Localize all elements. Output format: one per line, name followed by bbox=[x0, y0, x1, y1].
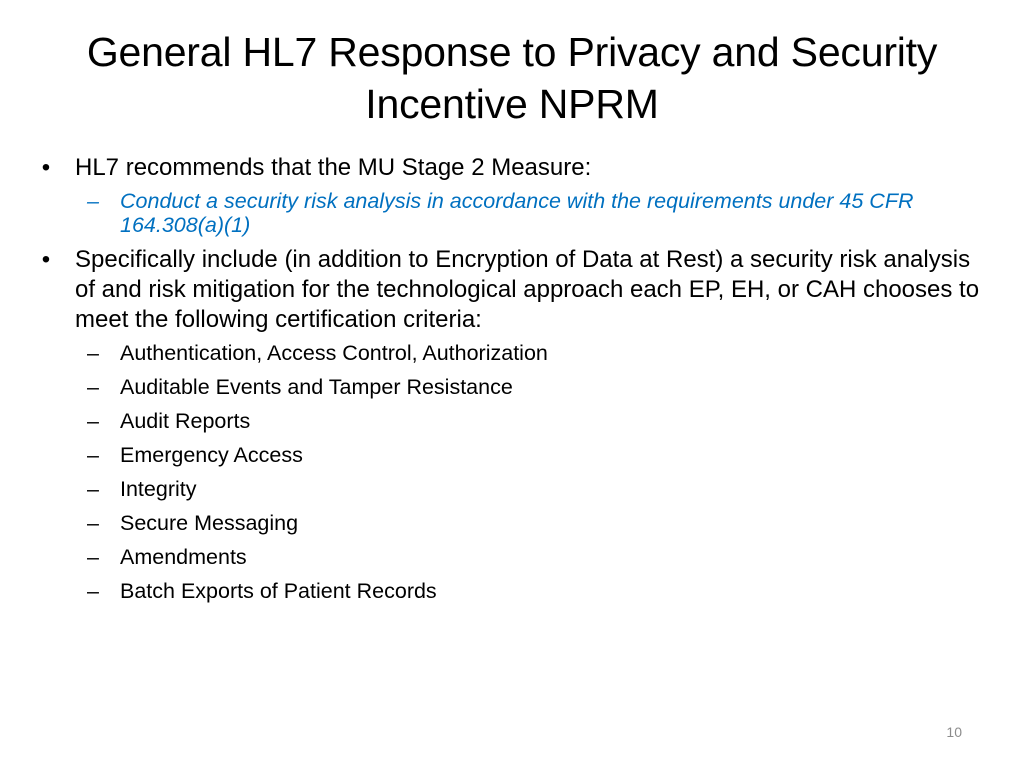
sub-item-text: Batch Exports of Patient Records bbox=[120, 579, 437, 603]
slide-content bbox=[36, 153, 986, 613]
dash-marker: – bbox=[87, 477, 99, 501]
bullet-item-2 bbox=[36, 245, 986, 603]
sub-item-audit-reports bbox=[75, 409, 986, 433]
sub-item-authentication bbox=[75, 341, 986, 365]
dash-marker: – bbox=[87, 443, 99, 467]
dash-marker: – bbox=[87, 511, 99, 535]
sub-list-1 bbox=[75, 189, 986, 237]
sub-item-secure-messaging bbox=[75, 511, 986, 535]
dash-marker: – bbox=[87, 545, 99, 569]
sub-item-batch-exports bbox=[75, 579, 986, 603]
slide-title bbox=[20, 26, 1004, 130]
bullet-marker: • bbox=[41, 154, 51, 181]
sub-item-text: Conduct a security risk analysis in accordance with the requirements under 45 CFR 164.308(a)(1) bbox=[120, 189, 914, 237]
sub-item-text: Integrity bbox=[120, 477, 197, 501]
sub-list-2 bbox=[75, 341, 986, 603]
dash-marker: – bbox=[87, 189, 99, 213]
sub-item-emergency-access bbox=[75, 443, 986, 467]
bullet-text: HL7 recommends that the MU Stage 2 Measure: bbox=[75, 154, 592, 181]
dash-marker: – bbox=[87, 375, 99, 399]
sub-item-text: Emergency Access bbox=[120, 443, 303, 467]
bullet-item-1 bbox=[36, 153, 986, 237]
sub-item-auditable-events bbox=[75, 375, 986, 399]
title-line-1: General HL7 Response to Privacy and Security bbox=[86, 29, 938, 75]
bullet-text: Specifically include (in addition to Encryption of Data at Rest) a security risk analysis of and risk mitigation for the technological approach each EP, EH, or CAH chooses to meet the following certification criteria: bbox=[75, 246, 980, 333]
sub-item-amendments bbox=[75, 545, 986, 569]
title-line-2: Incentive NPRM bbox=[365, 81, 659, 127]
sub-item-text: Amendments bbox=[120, 545, 247, 569]
sub-item-text: Authentication, Access Control, Authorization bbox=[120, 341, 548, 365]
sub-item-text: Auditable Events and Tamper Resistance bbox=[120, 375, 513, 399]
sub-item-integrity bbox=[75, 477, 986, 501]
dash-marker: – bbox=[87, 579, 99, 603]
sub-item-text: Audit Reports bbox=[120, 409, 251, 433]
dash-marker: – bbox=[87, 409, 99, 433]
dash-marker: – bbox=[87, 341, 99, 365]
sub-item-text: Secure Messaging bbox=[120, 511, 299, 535]
page-number: 10 bbox=[946, 724, 962, 740]
sub-item-risk-analysis bbox=[75, 189, 986, 237]
bullet-marker: • bbox=[41, 246, 51, 273]
